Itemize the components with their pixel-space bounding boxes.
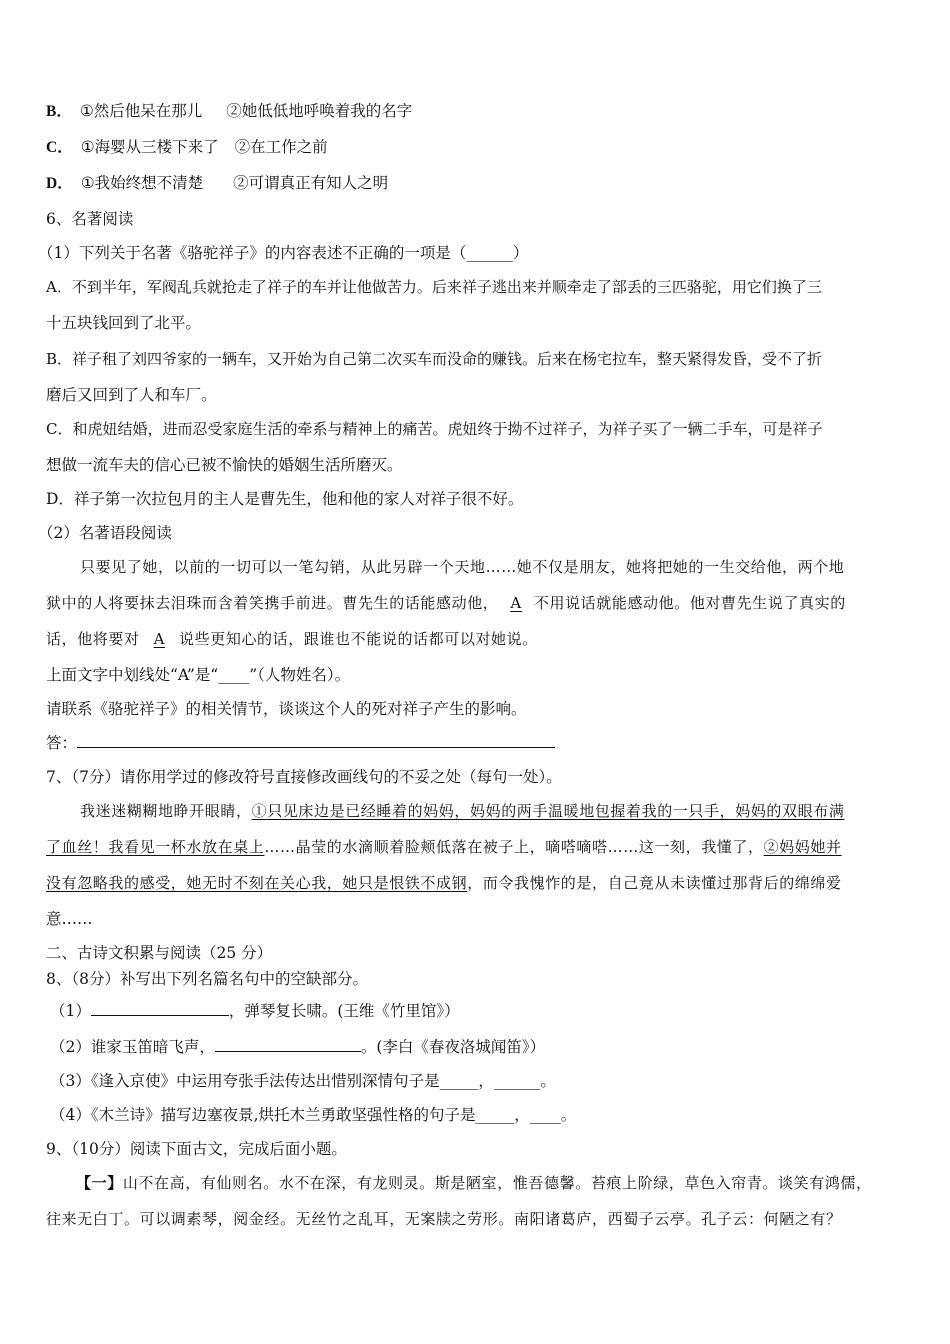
q6-option-b-line2: 磨后又回到了人和车厂。: [46, 386, 217, 404]
q7-title: 7、（7分）请你用学过的修改符号直接修改画线句的不妥之处（每句一处）。: [46, 768, 562, 786]
q7-passage-line4: 意……: [46, 910, 93, 928]
q6-sub1: （1）下列关于名著《骆驼祥子》的内容表述不正确的一项是（______）: [38, 244, 529, 262]
q6-passage-line3: 话，他将要对 A 说些更知心的话，跟谁也不能说的话都可以对她说。: [46, 630, 538, 648]
q8-blank2[interactable]: [215, 1037, 361, 1052]
q6-answer-line: 答：: [46, 732, 555, 754]
q9-text-line2: 往来无白丁。可以调素琴，阅金经。无丝竹之乱耳，无案牍之劳形。南阳诸葛庐，西蜀子云亭。孔子云：何陋之有？: [46, 1210, 842, 1228]
q8-item2: （2）谁家玉笛暗飞声， 。(李白《春夜洛城闻笛》）: [50, 1038, 546, 1056]
q7-passage-line3: 没有忽略我的感受，她无时不刻在关心我，她只是恨铁不成钢，而令我愧怍的是，自己竟从未读懂过那背后的绵绵爱: [46, 874, 842, 892]
q6-option-d: D．祥子第一次拉包月的主人是曹先生，他和他的家人对祥子很不好。: [46, 490, 524, 508]
q6-sub2: （2）名著语段阅读: [38, 524, 172, 542]
option-c: C． ①海婴从三楼下来了 ②在工作之前: [46, 138, 328, 156]
q7-passage-line2: 了血丝！我看见一杯水放在桌上……晶莹的水滴顺着脸颊低落在被子上，嘀嗒嘀嗒……这一刻，我懂了，②妈妈她并: [46, 838, 842, 856]
q6-blank-a1: A: [510, 594, 522, 612]
q6-question-b: 请联系《骆驼祥子》的相关情节，谈谈这个人的死对祥子产生的影响。: [46, 700, 527, 718]
q6-title: 6、名著阅读: [46, 210, 134, 228]
q9-title: 9、（10分）阅读下面古文，完成后面小题。: [46, 1140, 347, 1158]
q6-option-b-line1: B．祥子租了刘四爷家的一辆车，又开始为自己第二次买车而没命的赚钱。后来在杨宅拉车，整天紧得发昏，受不了折: [46, 350, 823, 368]
q8-item3: （3）《逢入京使》中运用夸张手法传达出惜别深情句子是_____，______。: [50, 1072, 556, 1090]
q8-blank1[interactable]: [91, 1001, 229, 1016]
q6-option-a-line2: 十五块钱回到了北平。: [46, 314, 202, 332]
section2-title: 二、古诗文积累与阅读（25 分）: [46, 944, 273, 962]
q6-option-a-line1: A．不到半年，军阀乱兵就抢走了祥子的车并让他做苦力。后来祥子逃出来并顺牵走了部丢的三匹骆驼，用它们换了三: [46, 278, 822, 296]
option-d: D． ①我始终想不清楚 ②可谓真正有知人之明: [46, 174, 389, 192]
q7-passage-line1: 我迷迷糊糊地睁开眼睛，①只见床边是已经睡着的妈妈，妈妈的两手温暖地包握着我的一只手，妈妈的双眼布满: [80, 802, 845, 820]
q8-item4: （4）《木兰诗》描写边塞夜景,烘托木兰勇敢坚强性格的句子是_____，____。: [50, 1106, 577, 1124]
option-b: B． ①然后他呆在那儿 ②她低低地呼唤着我的名字: [46, 102, 413, 120]
q6-question-a: 上面文字中划线处“A”是“____”（人物姓名）。: [46, 666, 351, 684]
q6-passage-line2: 狱中的人将要抹去泪珠而含着笑携手前进。曹先生的话能感动他， A 不用说话就能感动他。他对曹先生说了真实的: [46, 594, 846, 612]
q8-title: 8、（8分）补写出下列名篇名句中的空缺部分。: [46, 970, 368, 988]
answer-blank[interactable]: [77, 733, 555, 748]
q6-option-c-line1: C．和虎妞结婚，进而忍受家庭生活的牵系与精神上的痛苦。虎妞终于拗不过祥子，为祥子买了一辆二手车，可是祥子: [46, 420, 823, 438]
q6-blank-a2: A: [153, 630, 166, 648]
q6-option-c-line2: 想做一流车夫的信心已被不愉快的婚姻生活所磨灭。: [46, 456, 403, 474]
q8-item1: （1） ，弹琴复长啸。(王维《竹里馆》）: [50, 1002, 460, 1020]
q6-passage-line1: 只要见了她，以前的一切可以一笔勾销，从此另辟一个天地……她不仅是朋友，她将把她的一生交给他，两个地: [80, 558, 845, 576]
q9-text-line1: 【一】山不在高，有仙则名。水不在深，有龙则灵。斯是陋室，惟吾德馨。苔痕上阶绿，草色入帘青。谈笑有鸿儒，: [76, 1174, 872, 1192]
